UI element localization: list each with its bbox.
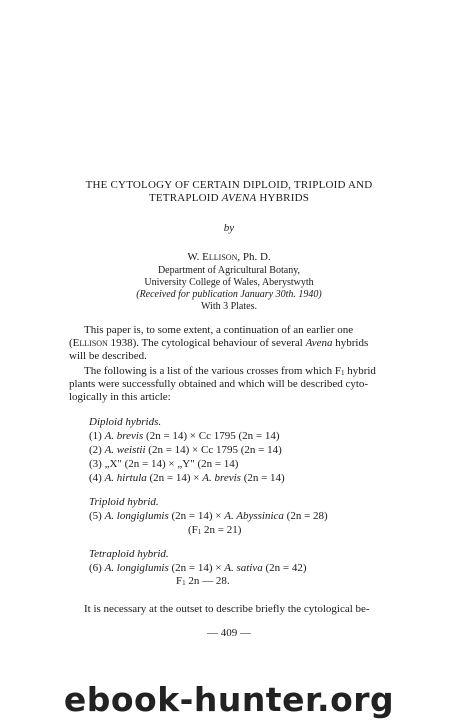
intro-line: (Ellison 1938). The cytological behaviour of several Avena hybrids — [69, 337, 369, 349]
f1-result: F1 2n — 28. — [176, 575, 230, 587]
paper-title-line-1: THE CYTOLOGY OF CERTAIN DIPLOID, TRIPLOID AND — [85, 179, 373, 191]
intro-line: logically in this article: — [69, 391, 171, 403]
intro-line: This paper is, to some extent, a continuation of an earlier one — [84, 324, 354, 336]
author-line — [0, 251, 458, 263]
intro-line: plants were successfully obtained and which will be described cyto- — [69, 378, 369, 390]
list-item: (2) A. weistii (2n = 14) × Cc 1795 (2n = 14) — [89, 444, 282, 456]
plates-note: With 3 Plates. — [201, 301, 257, 312]
section-heading-triploid: Triploid hybrid. — [89, 496, 159, 508]
affiliation-line-1: Department of Agricultural Botany, — [157, 265, 301, 276]
citation: Ellison — [72, 337, 108, 349]
list-item: (3) „X" (2n = 14) × „Y" (2n = 14) — [89, 458, 239, 470]
intro-line: will be described. — [69, 350, 147, 362]
affiliation-line-2: University College of Wales, Aberystwyth — [144, 277, 314, 288]
section-heading-tetraploid: Tetraploid hybrid. — [89, 548, 169, 560]
watermark-logo: ebook-hunter.org — [63, 680, 395, 719]
f1-result: (F1 2n = 21) — [188, 524, 242, 536]
received-note: (Received for publication January 30th. 1940) — [136, 289, 322, 300]
list-item: (1) A. brevis (2n = 14) × Cc 1795 (2n = 14) — [89, 430, 280, 442]
author-degree: , Ph. D. — [237, 251, 271, 263]
intro-line: The following is a list of the various crosses from which F1 hybrid — [84, 365, 376, 377]
author-name: W. Ellison — [187, 251, 238, 263]
byline: by — [223, 222, 235, 234]
page-number: — 409 — — [207, 627, 251, 639]
list-item: (5) A. longiglumis (2n = 14) × A. Abyssinica (2n = 28) — [89, 510, 328, 522]
title-text: HYBRIDS — [259, 192, 310, 204]
closing-line: It is necessary at the outset to describe briefly the cytological be- — [84, 603, 370, 615]
list-item: (4) A. hirtula (2n = 14) × A. brevis (2n = 14) — [89, 472, 285, 484]
paper-title-line-2 — [0, 192, 458, 204]
list-item: (6) A. longiglumis (2n = 14) × A. sativa (2n = 42) — [89, 562, 307, 574]
title-text: TETRAPLOID — [148, 192, 219, 204]
section-heading-diploid: Diploid hybrids. — [89, 416, 162, 428]
title-genus: AVENA — [221, 192, 257, 204]
